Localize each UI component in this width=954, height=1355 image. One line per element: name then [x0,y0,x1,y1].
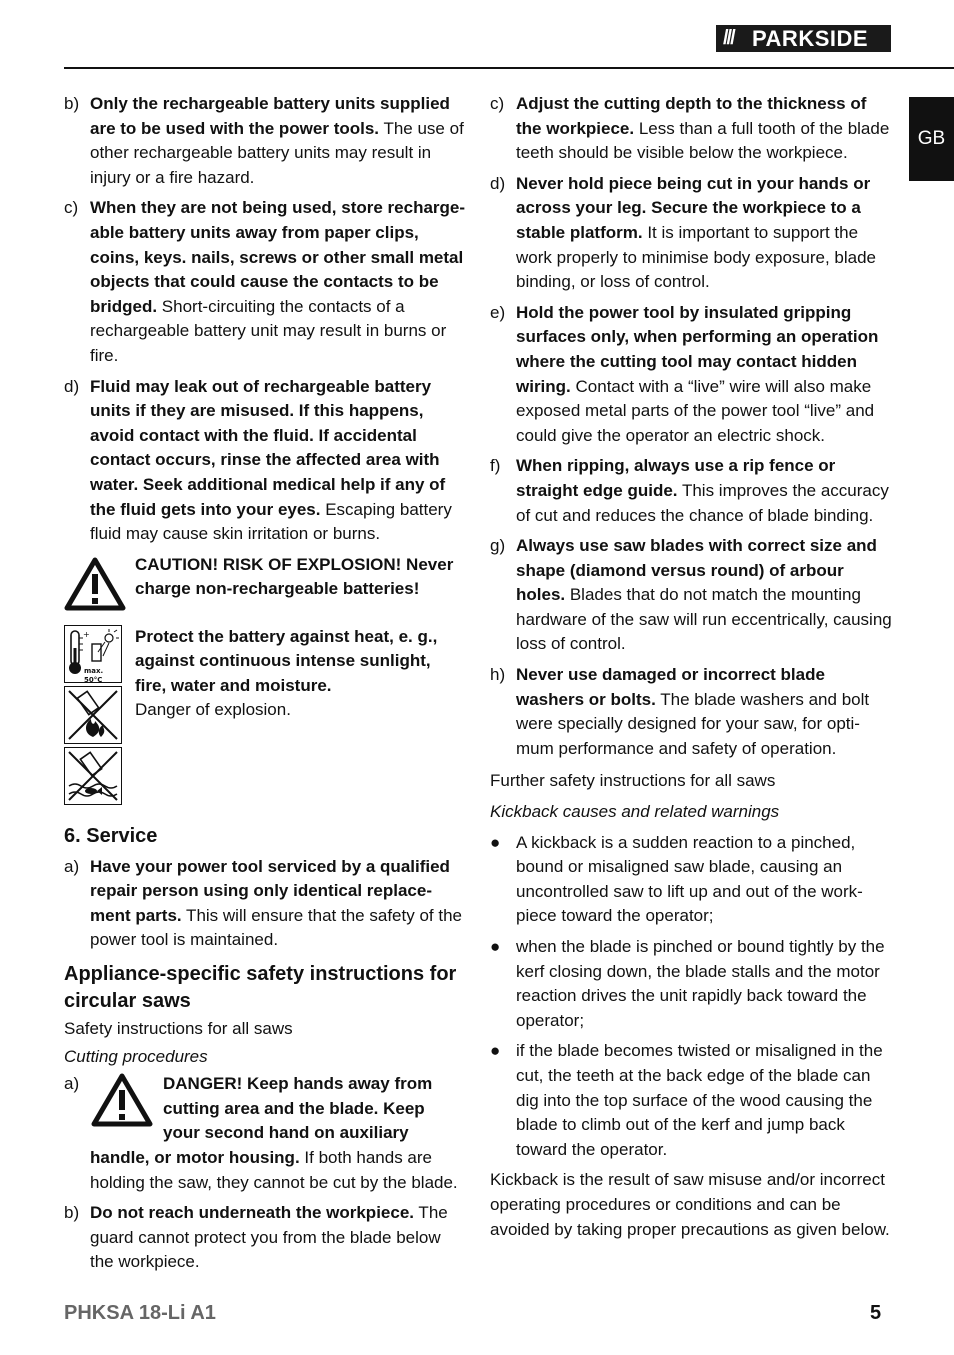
item-right-c [490,92,892,166]
item-bold-text: Never hold piece being cut in your hands or across your leg. Secure the workpiece to a stable platform. [516,173,871,242]
item-bold-text: Only the rechargeable battery units supplied are to be used with the power tools. [90,94,450,138]
left-column [64,92,466,1281]
page-number: 5 [870,1302,882,1324]
footer-model: PHKSA 18-Li A1 [64,1302,216,1324]
caution-text: CAUTION! RISK OF EXPLOSION! Never charge non-rechargeable batteries! [135,554,454,599]
item-bold-text: When ripping, always use a rip fence or straight edge guide. [516,456,836,500]
item-text: Contact with a “live” wire will also make exposed metal parts of the power tool “live” and could give the operator an electric shock. [516,376,875,445]
svg-text:+: + [83,629,90,639]
item-text: Blades that do not match the mounting hardware of the saw will run eccentrically, causing loss of control. [516,585,892,654]
item-bold-text: Hold the power tool by insulated gripping surfaces only, when performing an operation where the cutting tool may contact hidden wiring. [516,302,879,396]
item-right-h [490,663,892,761]
item-bold-text: Do not reach underneath the workpiece. [90,1203,415,1223]
item-text: The blade washers and bolt were specially designed for your saw, for optimum performance and safety of operation. [516,689,870,758]
item-label: e) [490,302,506,322]
bullet-text: if the blade becomes twisted or misaligned in the cut, the teeth at the back edge of the blade can dig into the top surface of the wood causing the blade to climb out of the kerf and jump back toward the operator. [516,1041,883,1159]
kickback-paragraph: Kickback is the result of saw misuse and/or incorrect operating procedures or conditions and can be avoided by taking proper precautions as given below. [490,1170,890,1239]
logo-word: PARKSIDE [752,26,869,51]
item-right-e [490,301,892,449]
item-bold-text: Adjust the cutting depth to the thickness of the workpiece. [516,94,867,138]
item-left-c [64,196,466,368]
service-heading: 6. Service [64,824,158,847]
battery-protect-block [64,625,466,809]
item-label: d) [64,376,80,396]
item-left-b [64,92,466,190]
bullet-dot-icon: ● [490,937,501,956]
item-right-f [490,454,892,528]
item-text: Less than a full tooth of the blade teeth should be visible below the workpiece. [516,118,890,163]
item-cut-a [64,1072,466,1195]
item-text: If both hands are holding the saw, they cannot be cut by the blade. [90,1148,458,1192]
bullet-text: when the blade is pinched or bound tightly by the kerf closing down, the blade stalls and the motor reaction drives the unit rapidly back toward the operator; [516,937,885,1030]
item-cut-b [64,1201,466,1275]
appliance-heading: Appliance-specific safety instructions for circular saws [64,963,457,1013]
no-water-icon [64,747,122,805]
header-rule [64,67,954,69]
no-fire-icon [64,686,122,744]
item-label: a) [64,1074,80,1094]
item-bold-text: Have your power tool serviced by a qualified repair person using only identical replacement parts. [90,856,450,925]
item-bold-text: Always use saw blades with correct size and shape (diamond versus round) of arbour holes. [516,536,877,605]
item-text: Short-circuiting the contacts of a rechargeable battery unit may result in burns or fire. [90,296,447,365]
item-label: b) [64,1203,80,1223]
thermometer-icon [64,625,122,683]
item-bold-text: Never use damaged or incorrect blade washers or bolts. [516,665,825,709]
item-text: The guard cannot protect you from the blade below the workpiece. [90,1203,448,1272]
item-text: This will ensure that the safety of the power tool is maintained. [90,905,462,950]
item-text: Escaping battery fluid may cause skin irritation or burns. [90,499,452,544]
bullet-item [490,935,892,1033]
bullet-item [490,1039,892,1162]
warning-triangle-icon [91,1073,153,1127]
item-label: b) [64,94,80,113]
parkside-logo [716,25,891,52]
warning-triangle-icon [64,557,126,611]
item-bold-text: When they are not being used, store rechargeable battery units away from paper clips, coins, keys. nails, screws or other small metal objects that could cause the contacts to be bridged. [90,198,466,316]
item-service-a [64,855,466,953]
item-text: It is important to support the work properly to minimise body exposure, blade binding, or loss of control. [516,222,877,292]
right-column [490,92,892,1248]
bullet-dot-icon: ● [490,1041,501,1061]
item-label: g) [490,536,506,556]
item-bold-text: DANGER! Keep hands away from cutting area and the blade. Keep your second hand on auxiliary handle, or motor housing. [90,1074,433,1168]
cutting-procedures-subheading: Cutting procedures [64,1046,208,1066]
language-tab: GB [909,97,954,181]
kickback-subheading: Kickback causes and related warnings [490,802,780,822]
item-text: The use of other rechargeable battery units may result in injury or a fire hazard. [90,118,464,187]
item-label: f) [490,456,501,476]
item-right-d [490,172,892,295]
logo-slashes: /// [723,27,734,49]
bullet-item [490,831,892,929]
safety-all-saws-heading: Safety instructions for all saws [64,1019,293,1039]
item-label: d) [490,173,506,193]
item-bold-text: Fluid may leak out of rechargeable battery units if they are misused. If this happens, avoid contact with the fluid. If accidental contact occurs, rinse the affected area with water. Seek additional medical help if any of the fluid gets into your eyes. [90,376,446,519]
item-label: h) [490,665,506,685]
further-safety-heading: Further safety instructions for all saws [490,771,776,791]
item-left-d [64,375,466,547]
item-right-g [490,534,892,657]
bullet-dot-icon: ● [490,832,501,852]
explosion-caution [64,553,466,619]
item-label: a) [64,856,80,876]
thermometer-label: max. 50°C [84,666,104,684]
item-text: This improves the accuracy of cut and reduces the chance of blade binding. [516,480,889,525]
item-label: c) [490,94,505,113]
bullet-text: A kickback is a sudden reaction to a pinched, bound or misaligned saw blade, causing an uncontrolled saw to lift up and out of the workpiece toward the operator; [516,832,863,926]
item-label: c) [64,198,79,218]
protect-bold-text: Protect the battery against heat, e. g., against continuous intense sunlight, fire, water and moisture. [135,626,438,695]
protect-text: Danger of explosion. [135,700,291,720]
